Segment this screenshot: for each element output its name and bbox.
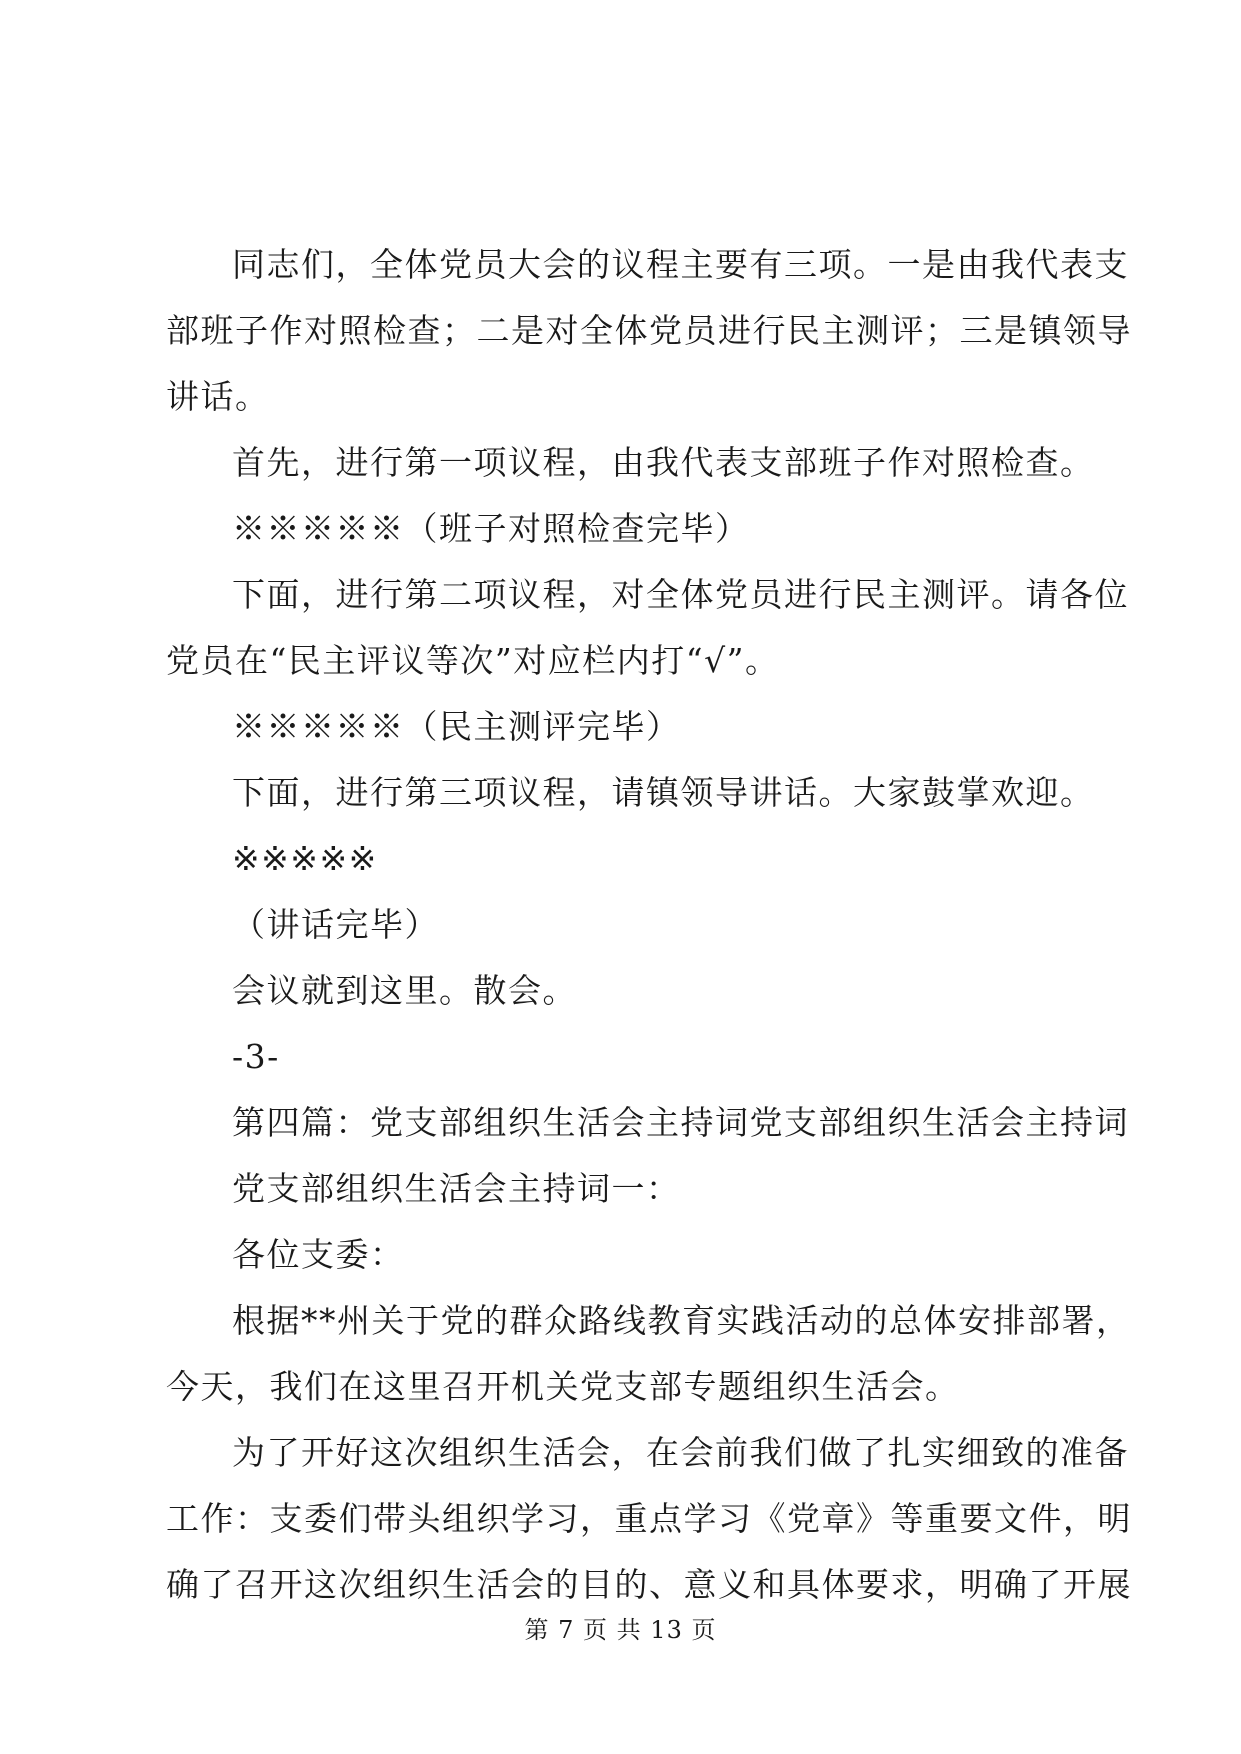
section-heading: 第四篇：党支部组织生活会主持词党支部组织生活会主持词	[232, 1103, 1129, 1142]
paragraph-line: 讲话。	[166, 377, 270, 416]
paragraph-line: 下面，进行第二项议程，对全体党员进行民主测评。请各位	[232, 575, 1129, 614]
salutation: 各位支委：	[232, 1235, 405, 1274]
paragraph-line: 会议就到这里。散会。	[232, 971, 577, 1010]
paragraph-line: ※※※※※（民主测评完毕）	[232, 707, 681, 746]
paragraph-line: 下面，进行第三项议程，请镇领导讲话。大家鼓掌欢迎。	[232, 773, 1095, 812]
paragraph-line: 党员在“民主评议等次”对应栏内打“√”。	[166, 641, 780, 680]
paragraph-line: 同志们，全体党员大会的议程主要有三项。一是由我代表支	[232, 245, 1129, 284]
paragraph-line: （讲话完毕）	[232, 905, 439, 944]
paragraph-line: 部班子作对照检查；二是对全体党员进行民主测评；三是镇领导	[166, 311, 1132, 350]
paragraph-line: 确了召开这次组织生活会的目的、意义和具体要求，明确了开展	[166, 1565, 1132, 1604]
paragraph-line: 首先，进行第一项议程，由我代表支部班子作对照检查。	[232, 443, 1095, 482]
section-page-marker: -3-	[232, 1037, 280, 1076]
paragraph-line: 今天，我们在这里召开机关党支部专题组织生活会。	[166, 1367, 960, 1406]
paragraph-line: 工作：支委们带头组织学习，重点学习《党章》等重要文件，明	[166, 1499, 1132, 1538]
page-number-footer: 第 7 页 共 13 页	[524, 1616, 717, 1644]
paragraph-line: ※※※※※（班子对照检查完毕）	[232, 509, 750, 548]
document-body	[166, 232, 1132, 1618]
subsection-heading: 党支部组织生活会主持词一：	[232, 1169, 681, 1208]
paragraph-line: 为了开好这次组织生活会，在会前我们做了扎实细致的准备	[232, 1433, 1129, 1472]
paragraph-line: 根据**州关于党的群众路线教育实践活动的总体安排部署，	[232, 1301, 1131, 1340]
paragraph-line: ※※※※※	[232, 839, 378, 878]
